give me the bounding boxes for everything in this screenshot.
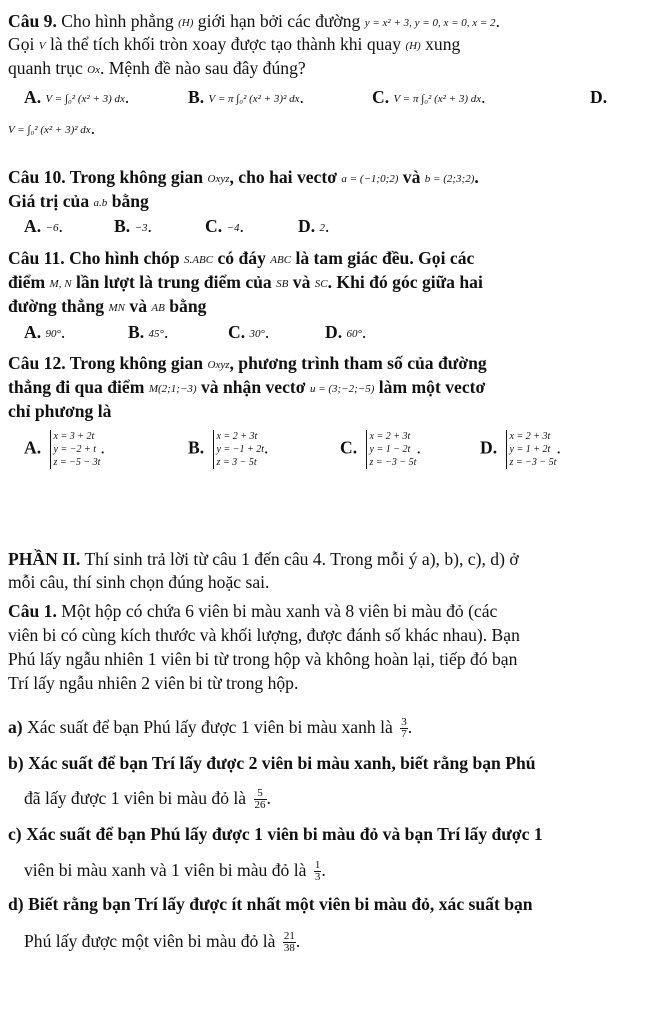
q10-vector-a: a = (−1;0;2) xyxy=(341,173,399,185)
p2q1-text: Một hộp có chứa 6 viên bi màu xanh và 8 viên bi màu đỏ (các xyxy=(61,601,498,621)
q11-option-c[interactable]: C. 30°. xyxy=(228,322,270,342)
q11-label: Câu 11. xyxy=(8,248,65,268)
q10-vector-b: b = (2;3;2) xyxy=(424,173,475,185)
q12-line2 xyxy=(8,376,658,400)
fraction xyxy=(400,717,408,740)
option-system xyxy=(50,430,101,469)
q12-text: thẳng đi qua điểm xyxy=(8,377,145,397)
fraction xyxy=(283,931,296,954)
q12-option-c[interactable]: C. x = 2 + 3t y = 1 − 2t z = −3 − 5t . xyxy=(340,431,421,468)
q12-option-d[interactable]: D. x = 2 + 3t y = 1 + 2t z = −3 − 5t . xyxy=(480,431,561,468)
denominator: 26 xyxy=(254,799,266,812)
option-label: D. xyxy=(590,87,608,107)
q9-option-c[interactable]: C. V = π ∫₀² (x² + 3) dx. xyxy=(372,87,486,107)
q11-line-ab: AB xyxy=(151,302,165,314)
option-value: −4 xyxy=(226,222,240,234)
option-label: C. xyxy=(228,322,246,342)
p2q1-text: Phú lấy ngẫu nhiên 1 viên bi từ trong hộp và không hoàn lại, tiếp đó bạn xyxy=(8,649,518,669)
option-value: 90° xyxy=(45,328,61,340)
q11-text: lần lượt là trung điểm của xyxy=(75,272,272,292)
option-label: A. xyxy=(24,322,42,342)
statement-text: Phú lấy được một viên bi màu đỏ là xyxy=(24,931,276,951)
statement-text: viên bi màu xanh và 1 viên bi màu đỏ là xyxy=(24,860,307,880)
q12-point: M(2;1;−3) xyxy=(148,383,197,395)
q9-axis: Ox xyxy=(87,64,100,76)
option-value: 30° xyxy=(249,328,265,340)
q11-base: ABC xyxy=(270,254,292,266)
p2q1-label: Câu 1. xyxy=(8,601,57,621)
numerator: 5 xyxy=(254,788,267,800)
q11-text: đường thẳng xyxy=(8,296,105,316)
p2q1-line1 xyxy=(8,600,658,622)
q9-text: . Mệnh đề nào sau đây đúng? xyxy=(99,58,306,78)
q10-text: bằng xyxy=(111,191,149,211)
option-value: −3 xyxy=(134,222,148,234)
q9-region: (H) xyxy=(405,40,421,52)
q12-line1 xyxy=(8,352,658,376)
q11-text: và xyxy=(292,272,311,292)
option-value: 60° xyxy=(346,328,362,340)
option-value: −6 xyxy=(45,222,59,234)
p2q1-text: viên bi có cùng kích thước và khối lượng, được đánh số khác nhau). Bạn xyxy=(8,625,520,645)
q10-text: Trong không gian xyxy=(69,167,204,187)
statement-text: Xác suất để bạn Phú lấy được 1 viên bi màu xanh là xyxy=(27,717,393,737)
equation-z: z = −5 − 3t xyxy=(53,457,101,468)
p2q1-statement-b-cont xyxy=(24,787,658,811)
q10-dot-product: a.b xyxy=(93,197,108,209)
equation-y: y = 1 + 2t xyxy=(509,444,551,455)
q9-text: là thể tích khối tròn xoay được tạo thành khi quay xyxy=(49,34,402,54)
statement-label: d) xyxy=(8,894,24,914)
equation-y: y = 1 − 2t xyxy=(369,444,411,455)
option-formula: V = π ∫₀² (x² + 3)² dx xyxy=(208,93,300,105)
denominator: 3 xyxy=(314,871,321,884)
option-label: A. xyxy=(24,87,42,107)
q9-curves: y = x² + 3, y = 0, x = 0, x = 2 xyxy=(364,17,496,29)
q11-text: và xyxy=(129,296,147,316)
q9-line2 xyxy=(8,33,658,57)
option-label: B. xyxy=(114,216,131,236)
option-value: 2 xyxy=(319,222,326,234)
q9-region: (H) xyxy=(178,17,194,29)
q11-points: M, N xyxy=(49,278,72,290)
q10-option-b[interactable]: B. −3. xyxy=(114,216,152,236)
period: . xyxy=(321,860,326,880)
q11-text: là tam giác đều. Gọi các xyxy=(295,248,475,268)
q10-option-d[interactable]: D. 2. xyxy=(298,216,330,236)
option-label: C. xyxy=(372,87,390,107)
q11-text: Cho hình chóp xyxy=(69,248,180,268)
option-formula: V = ∫₀² (x² + 3) dx xyxy=(45,93,125,105)
statement-text: Biết rằng bạn Trí lấy được ít nhất một viên bi màu đỏ, xác suất bạn xyxy=(28,894,533,914)
part2-heading: PHẦN II. xyxy=(8,549,81,569)
q11-pyramid: S.ABC xyxy=(184,254,214,266)
period: . xyxy=(407,717,413,737)
option-label: D. xyxy=(298,216,316,236)
q11-option-b[interactable]: B. 45°. xyxy=(128,322,169,342)
q10-label: Câu 10. xyxy=(8,167,66,187)
fraction xyxy=(254,788,267,811)
q11-text: có đáy xyxy=(217,248,266,268)
q10-text: , cho hai vectơ xyxy=(229,167,337,187)
statement-label: b) xyxy=(8,753,24,773)
option-label: C. xyxy=(340,437,358,458)
q11-segment: SC xyxy=(314,278,328,290)
q9-volume: V xyxy=(38,40,46,52)
option-label: B. xyxy=(128,322,145,342)
option-formula: V = ∫₀² (x² + 3)² dx xyxy=(8,124,91,136)
q11-line-mn: MN xyxy=(108,302,125,314)
q12-line3 xyxy=(8,400,658,422)
p2q1-text: Trí lấy ngẫu nhiên 2 viên bi từ trong hộp. xyxy=(8,673,299,693)
p2q1-line3 xyxy=(8,648,658,670)
p2q1-statement-d[interactable] xyxy=(8,893,658,915)
q9-line3 xyxy=(8,57,658,81)
q11-line1 xyxy=(8,247,658,271)
q11-option-a[interactable]: A. 90°. xyxy=(24,322,66,342)
q12-space: Oxyz xyxy=(207,359,230,371)
statement-label: a) xyxy=(8,717,23,737)
q9-option-a[interactable]: A. V = ∫₀² (x² + 3) dx. xyxy=(24,87,130,107)
option-system xyxy=(366,430,417,469)
q9-label: Câu 9. xyxy=(8,11,57,31)
q12-text: , phương trình tham số của đường xyxy=(229,353,487,373)
q12-option-a[interactable]: A. x = 3 + 2t y = −2 + t z = −5 − 3t . xyxy=(24,431,105,468)
q12-text: chỉ phương là xyxy=(8,401,112,421)
q9-text: Gọi xyxy=(8,34,35,54)
q12-vector: u = (3;−2;−5) xyxy=(309,383,375,395)
option-label: A. xyxy=(24,437,42,458)
q11-text: bằng xyxy=(169,296,207,316)
numerator: 3 xyxy=(401,716,407,729)
p2q1-line2 xyxy=(8,624,658,646)
period: . xyxy=(295,931,301,951)
q11-line2 xyxy=(8,271,658,295)
equation-z: z = −3 − 5t xyxy=(369,457,417,468)
option-value: 45° xyxy=(148,328,164,340)
q9-option-b[interactable]: B. V = π ∫₀² (x² + 3)² dx. xyxy=(188,87,304,107)
option-label: B. xyxy=(188,87,205,107)
q12-text: làm một vectơ xyxy=(378,377,486,397)
equation-x: x = 2 + 3t xyxy=(509,431,551,442)
q12-label: Câu 12. xyxy=(8,353,66,373)
p2q1-statement-c[interactable] xyxy=(8,823,658,845)
option-label: B. xyxy=(188,437,205,458)
option-label: A. xyxy=(24,216,42,236)
p2q1-statement-c-cont xyxy=(24,859,658,883)
part2-text: Thí sinh trả lời từ câu 1 đến câu 4. Trong mỗi ý a), b), c), d) ở xyxy=(84,549,519,569)
q9-text: quanh trục xyxy=(8,58,83,78)
q10-text: và xyxy=(402,167,421,187)
numerator: 1 xyxy=(314,859,321,872)
option-label: C. xyxy=(205,216,223,236)
q12-option-b[interactable]: B. x = 2 + 3t y = −1 + 2t z = 3 − 5t . xyxy=(188,431,269,468)
q12-text: và nhận vectơ xyxy=(200,377,306,397)
p2q1-statement-d-cont xyxy=(24,930,658,954)
q10-text: Giá trị của xyxy=(8,191,90,211)
numerator: 21 xyxy=(283,930,295,943)
q12-text: Trong không gian xyxy=(69,353,204,373)
option-system xyxy=(213,430,264,469)
q10-space: Oxyz xyxy=(207,173,230,185)
q9-text: giới hạn bởi các đường xyxy=(197,11,361,31)
q9-text: xung xyxy=(425,34,461,54)
equation-y: y = −2 + t xyxy=(53,444,96,455)
denominator: 38 xyxy=(283,942,295,955)
p2q1-statement-b[interactable] xyxy=(8,752,658,774)
equation-y: y = −1 + 2t xyxy=(216,444,265,455)
q11-line3 xyxy=(8,295,658,319)
q9-option-d[interactable]: V = ∫₀² (x² + 3)² dx. xyxy=(8,118,96,138)
p2q1-statement-a[interactable] xyxy=(8,716,658,740)
q10-line2 xyxy=(8,190,658,214)
option-label: D. xyxy=(480,437,498,458)
option-system xyxy=(506,430,557,469)
q9-option-d-label[interactable] xyxy=(590,87,607,108)
q10-line1: Câu 10. Trong không gian Oxyz, cho hai vectơ a = (−1;0;2) và b = (2;3;2). xyxy=(8,167,479,187)
part2-text: mỗi câu, thí sinh chọn đúng hoặc sai. xyxy=(8,572,270,592)
q11-segment: SB xyxy=(276,278,289,290)
q11-text: điểm xyxy=(8,272,46,292)
q9-text: Cho hình phẳng xyxy=(61,11,174,31)
option-label: D. xyxy=(325,322,343,342)
statement-text: Xác suất để bạn Phú lấy được 1 viên bi màu đỏ và bạn Trí lấy được 1 xyxy=(26,824,543,844)
q10-option-c[interactable]: C. −4. xyxy=(205,216,244,236)
equation-x: x = 2 + 3t xyxy=(369,431,411,442)
equation-z: z = 3 − 5t xyxy=(216,457,257,468)
denominator: 7 xyxy=(401,728,407,741)
q9-line1: Câu 9. Cho hình phẳng (H) giới hạn bởi các đường y = x² + 3, y = 0, x = 0, x = 2. xyxy=(8,11,500,31)
equation-x: x = 2 + 3t xyxy=(216,431,258,442)
option-formula: V = π ∫₀² (x² + 3) dx xyxy=(393,93,482,105)
p2q1-line4 xyxy=(8,672,658,694)
equation-z: z = −3 − 5t xyxy=(509,457,557,468)
period: . xyxy=(266,788,271,808)
q11-text: . Khi đó góc giữa hai xyxy=(327,272,483,292)
q10-option-a[interactable]: A. −6. xyxy=(24,216,63,236)
part2-line2 xyxy=(8,571,658,593)
statement-text: Xác suất để bạn Trí lấy được 2 viên bi màu xanh, biết rằng bạn Phú xyxy=(28,753,536,773)
equation-x: x = 3 + 2t xyxy=(53,431,95,442)
statement-label: c) xyxy=(8,824,22,844)
q11-option-d[interactable]: D. 60°. xyxy=(325,322,367,342)
statement-text: đã lấy được 1 viên bi màu đỏ là xyxy=(24,788,247,808)
part2-line1 xyxy=(8,548,658,570)
